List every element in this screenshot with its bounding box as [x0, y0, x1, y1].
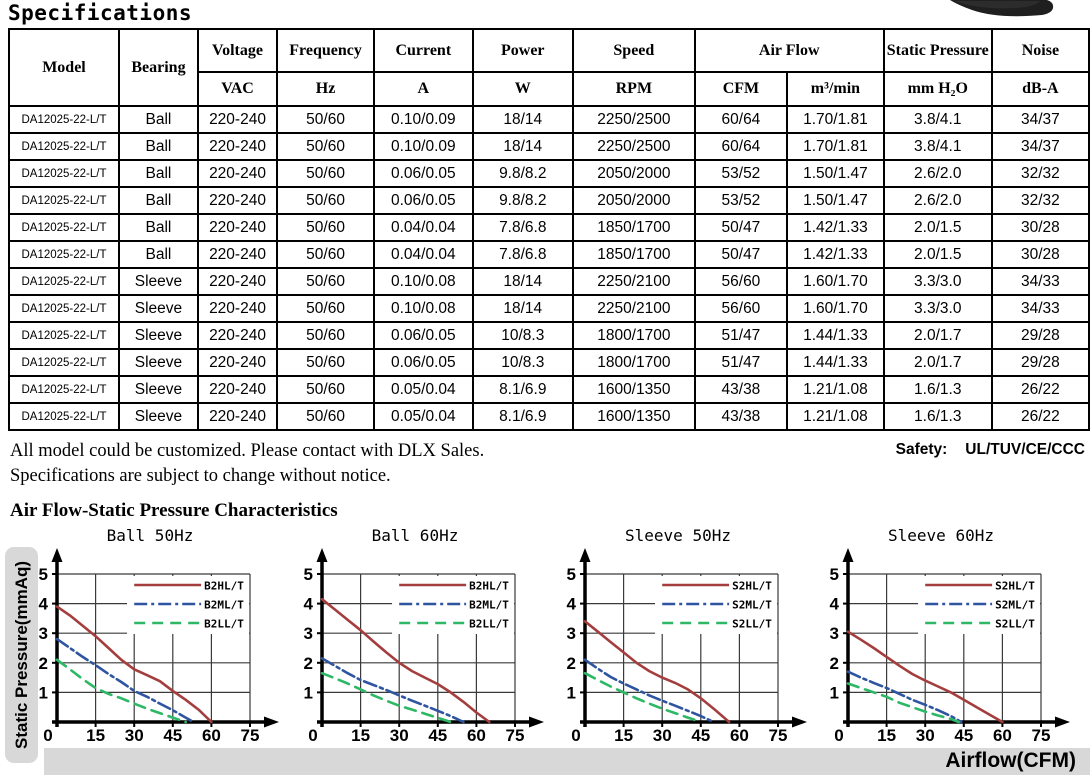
- x-axis-label: Airflow(CFM): [945, 749, 1076, 772]
- spec-cell: 2250/2100: [573, 295, 695, 322]
- spec-cell: 1.50/1.47: [787, 160, 884, 187]
- svg-text:15: 15: [351, 726, 371, 745]
- svg-text:5: 5: [566, 565, 576, 584]
- table-row: [9, 160, 1089, 187]
- svg-text:S2ML/T: S2ML/T: [995, 598, 1035, 612]
- chart-title: Sleeve 60Hz: [888, 526, 994, 545]
- svg-text:2: 2: [829, 653, 839, 673]
- spec-cell: DA12025-22-L/T: [9, 160, 119, 187]
- spec-cell: 0.04/0.04: [374, 241, 472, 268]
- col-header-frequency: Frequency: [277, 29, 374, 72]
- spec-cell: 53/52: [695, 160, 787, 187]
- spec-cell: 220-240: [198, 241, 277, 268]
- svg-text:30: 30: [915, 726, 935, 745]
- spec-cell: DA12025-22-L/T: [9, 241, 119, 268]
- svg-text:45: 45: [954, 726, 974, 745]
- spec-cell: 0.10/0.09: [374, 106, 472, 133]
- spec-cell: 34/37: [992, 106, 1089, 133]
- spec-cell: 10/8.3: [473, 349, 573, 376]
- spec-cell: 2.0/1.5: [884, 241, 992, 268]
- spec-cell: 2.6/2.0: [884, 187, 992, 214]
- spec-cell: 2250/2500: [573, 106, 695, 133]
- spec-cell: Sleeve: [119, 376, 198, 403]
- spec-cell: 50/47: [695, 241, 787, 268]
- svg-text:30: 30: [652, 726, 672, 745]
- spec-cell: 29/28: [992, 349, 1089, 376]
- spec-cell: DA12025-22-L/T: [9, 403, 119, 430]
- spec-cell: 43/38: [695, 376, 787, 403]
- spec-cell: 26/22: [992, 403, 1089, 430]
- spec-cell: 7.8/6.8: [473, 214, 573, 241]
- spec-cell: 50/60: [277, 268, 374, 295]
- table-row: [9, 349, 1089, 376]
- svg-text:4: 4: [303, 594, 313, 614]
- spec-cell: 1850/1700: [573, 214, 695, 241]
- svg-text:B2ML/T: B2ML/T: [204, 598, 244, 612]
- spec-cell: 8.1/6.9: [473, 376, 573, 403]
- table-row: [9, 214, 1089, 241]
- spec-cell: Sleeve: [119, 295, 198, 322]
- spec-cell: Ball: [119, 214, 198, 241]
- spec-cell: 50/60: [277, 376, 374, 403]
- svg-text:4: 4: [829, 594, 839, 614]
- charts-section-heading: Air Flow-Static Pressure Characteristics: [10, 500, 338, 521]
- col-header-voltage: Voltage: [198, 29, 277, 72]
- spec-cell: 32/32: [992, 160, 1089, 187]
- spec-cell: Sleeve: [119, 268, 198, 295]
- chart-canvas: [15, 544, 285, 748]
- spec-cell: 30/28: [992, 214, 1089, 241]
- spec-cell: 26/22: [992, 376, 1089, 403]
- svg-text:5: 5: [38, 565, 48, 584]
- spec-cell: 3.3/3.0: [884, 268, 992, 295]
- svg-text:75: 75: [505, 726, 525, 745]
- table-row: [9, 106, 1089, 133]
- spec-cell: 1.70/1.81: [787, 133, 884, 160]
- spec-cell: 50/60: [277, 106, 374, 133]
- chart-ball-60hz: [265, 526, 545, 748]
- spec-cell: 30/28: [992, 241, 1089, 268]
- footnote-line-2: Specifications are subject to change without notice.: [10, 466, 391, 486]
- chart-title: Ball 60Hz: [371, 526, 459, 545]
- svg-text:3: 3: [829, 624, 839, 644]
- col-header-noise: Noise: [992, 29, 1089, 72]
- spec-cell: Sleeve: [119, 322, 198, 349]
- svg-text:4: 4: [38, 594, 48, 614]
- y-axis-band: [5, 547, 38, 763]
- spec-cell: 2250/2500: [573, 133, 695, 160]
- table-row: [9, 376, 1089, 403]
- header-row-1: [9, 29, 1089, 72]
- spec-cell: 220-240: [198, 322, 277, 349]
- footnotes: [10, 439, 484, 489]
- spec-cell: DA12025-22-L/T: [9, 214, 119, 241]
- chart-canvas: [806, 544, 1076, 748]
- spec-cell: 0.10/0.08: [374, 295, 472, 322]
- spec-cell: 1600/1350: [573, 376, 695, 403]
- col-header-power: Power: [473, 29, 573, 72]
- spec-cell: 56/60: [695, 295, 787, 322]
- svg-text:1: 1: [829, 683, 839, 703]
- svg-text:60: 60: [729, 726, 749, 745]
- svg-text:S2LL/T: S2LL/T: [732, 617, 772, 631]
- spec-cell: 3.8/4.1: [884, 106, 992, 133]
- svg-text:2: 2: [38, 653, 48, 673]
- spec-cell: 1.44/1.33: [787, 322, 884, 349]
- spec-cell: DA12025-22-L/T: [9, 322, 119, 349]
- svg-text:1: 1: [566, 683, 576, 703]
- spec-cell: 43/38: [695, 403, 787, 430]
- spec-cell: 1.50/1.47: [787, 187, 884, 214]
- spec-cell: 2.0/1.5: [884, 214, 992, 241]
- spec-cell: 50/47: [695, 214, 787, 241]
- unit-m3min: m³/min: [787, 72, 884, 106]
- spec-cell: DA12025-22-L/T: [9, 349, 119, 376]
- spec-cell: 3.8/4.1: [884, 133, 992, 160]
- unit-hz: Hz: [277, 72, 374, 106]
- svg-text:2: 2: [303, 653, 313, 673]
- svg-text:2: 2: [566, 653, 576, 673]
- spec-cell: DA12025-22-L/T: [9, 187, 119, 214]
- spec-cell: 3.3/3.0: [884, 295, 992, 322]
- svg-text:S2ML/T: S2ML/T: [732, 598, 772, 612]
- spec-cell: 1.60/1.70: [787, 295, 884, 322]
- svg-text:75: 75: [240, 726, 260, 745]
- svg-text:B2HL/T: B2HL/T: [469, 579, 509, 593]
- spec-table-body: [9, 106, 1089, 430]
- svg-text:5: 5: [829, 565, 839, 584]
- chart-ball-50hz: [0, 526, 280, 748]
- svg-text:3: 3: [303, 624, 313, 644]
- footnote-line-1: All model could be customized. Please contact with DLX Sales.: [10, 441, 485, 461]
- spec-cell: 60/64: [695, 106, 787, 133]
- spec-cell: 9.8/8.2: [473, 187, 573, 214]
- spec-cell: 220-240: [198, 187, 277, 214]
- table-row: [9, 403, 1089, 430]
- spec-cell: 220-240: [198, 349, 277, 376]
- spec-cell: 1800/1700: [573, 349, 695, 376]
- spec-cell: 34/33: [992, 295, 1089, 322]
- svg-text:60: 60: [201, 726, 221, 745]
- spec-cell: 1.42/1.33: [787, 241, 884, 268]
- spec-cell: 1.44/1.33: [787, 349, 884, 376]
- spec-cell: 34/33: [992, 268, 1089, 295]
- spec-cell: Ball: [119, 187, 198, 214]
- spec-cell: 220-240: [198, 295, 277, 322]
- spec-cell: DA12025-22-L/T: [9, 133, 119, 160]
- svg-text:0: 0: [308, 726, 318, 745]
- svg-text:S2HL/T: S2HL/T: [732, 579, 772, 593]
- spec-cell: 34/37: [992, 133, 1089, 160]
- spec-cell: 53/52: [695, 187, 787, 214]
- spec-cell: 50/60: [277, 322, 374, 349]
- spec-cell: 1800/1700: [573, 322, 695, 349]
- spec-cell: 18/14: [473, 268, 573, 295]
- spec-cell: 220-240: [198, 160, 277, 187]
- col-header-current: Current: [374, 29, 472, 72]
- x-axis-band: [44, 748, 1090, 775]
- table-row: [9, 241, 1089, 268]
- svg-text:0: 0: [43, 726, 53, 745]
- svg-text:1: 1: [303, 683, 313, 703]
- col-header-airflow: Air Flow: [695, 29, 884, 72]
- unit-dba: dB-A: [992, 72, 1089, 106]
- svg-text:60: 60: [466, 726, 486, 745]
- chart-sleeve-60hz: [791, 526, 1071, 748]
- table-row: [9, 187, 1089, 214]
- spec-cell: 1.21/1.08: [787, 376, 884, 403]
- spec-cell: 220-240: [198, 214, 277, 241]
- spec-cell: 2050/2000: [573, 160, 695, 187]
- spec-cell: 50/60: [277, 241, 374, 268]
- spec-cell: DA12025-22-L/T: [9, 106, 119, 133]
- spec-cell: 220-240: [198, 376, 277, 403]
- chart-canvas: [280, 544, 550, 748]
- svg-text:S2HL/T: S2HL/T: [995, 579, 1035, 593]
- svg-text:S2LL/T: S2LL/T: [995, 617, 1035, 631]
- spec-cell: 0.10/0.09: [374, 133, 472, 160]
- svg-text:15: 15: [86, 726, 106, 745]
- table-row: [9, 133, 1089, 160]
- spec-cell: 0.06/0.05: [374, 349, 472, 376]
- spec-cell: DA12025-22-L/T: [9, 295, 119, 322]
- spec-cell: 51/47: [695, 349, 787, 376]
- spec-cell: Ball: [119, 106, 198, 133]
- svg-text:45: 45: [428, 726, 448, 745]
- chart-sleeve-50hz: [528, 526, 808, 748]
- spec-cell: 2.0/1.7: [884, 322, 992, 349]
- svg-text:B2ML/T: B2ML/T: [469, 598, 509, 612]
- spec-cell: 18/14: [473, 106, 573, 133]
- spec-cell: 50/60: [277, 187, 374, 214]
- unit-a: A: [374, 72, 472, 106]
- chart-title: Ball 50Hz: [106, 526, 194, 545]
- svg-text:B2HL/T: B2HL/T: [204, 579, 244, 593]
- table-row: [9, 295, 1089, 322]
- spec-cell: 50/60: [277, 160, 374, 187]
- svg-text:30: 30: [124, 726, 144, 745]
- svg-text:30: 30: [389, 726, 409, 745]
- svg-text:0: 0: [571, 726, 581, 745]
- spec-cell: 10/8.3: [473, 322, 573, 349]
- svg-text:60: 60: [992, 726, 1012, 745]
- col-header-speed: Speed: [573, 29, 695, 72]
- svg-text:75: 75: [1031, 726, 1051, 745]
- unit-vac: VAC: [198, 72, 277, 106]
- spec-cell: 7.8/6.8: [473, 241, 573, 268]
- spec-cell: 1600/1350: [573, 403, 695, 430]
- safety-certifications: [896, 441, 1085, 459]
- spec-cell: 1850/1700: [573, 241, 695, 268]
- table-row: [9, 268, 1089, 295]
- col-header-static-pressure: Static Pressure: [884, 29, 992, 72]
- spec-cell: 220-240: [198, 106, 277, 133]
- spec-cell: 2050/2000: [573, 187, 695, 214]
- spec-cell: 1.21/1.08: [787, 403, 884, 430]
- spec-cell: 220-240: [198, 133, 277, 160]
- y-axis-label: Static Pressure(mmAq): [12, 561, 31, 750]
- spec-cell: 50/60: [277, 349, 374, 376]
- svg-text:15: 15: [877, 726, 897, 745]
- spec-cell: 0.10/0.08: [374, 268, 472, 295]
- spec-cell: 1.6/1.3: [884, 403, 992, 430]
- table-row: [9, 322, 1089, 349]
- safety-value: UL/TUV/CE/CCC: [965, 441, 1085, 458]
- spec-cell: 2250/2100: [573, 268, 695, 295]
- svg-text:3: 3: [566, 624, 576, 644]
- spec-cell: 0.06/0.05: [374, 322, 472, 349]
- specifications-table: [8, 28, 1090, 431]
- unit-mmh2o: mm H₂O: [884, 72, 992, 106]
- spec-cell: 56/60: [695, 268, 787, 295]
- spec-cell: 1.6/1.3: [884, 376, 992, 403]
- svg-text:3: 3: [38, 624, 48, 644]
- spec-cell: 9.8/8.2: [473, 160, 573, 187]
- spec-cell: DA12025-22-L/T: [9, 376, 119, 403]
- svg-text:45: 45: [163, 726, 183, 745]
- spec-cell: 50/60: [277, 295, 374, 322]
- spec-cell: 220-240: [198, 268, 277, 295]
- spec-cell: 0.04/0.04: [374, 214, 472, 241]
- fan-photo-fragment: [920, 0, 1090, 24]
- spec-cell: Ball: [119, 160, 198, 187]
- spec-cell: DA12025-22-L/T: [9, 268, 119, 295]
- unit-cfm: CFM: [695, 72, 787, 106]
- spec-cell: 220-240: [198, 403, 277, 430]
- spec-cell: 50/60: [277, 214, 374, 241]
- spec-cell: 0.05/0.04: [374, 376, 472, 403]
- spec-cell: 0.06/0.05: [374, 187, 472, 214]
- spec-cell: 18/14: [473, 295, 573, 322]
- svg-text:4: 4: [566, 594, 576, 614]
- spec-cell: 29/28: [992, 322, 1089, 349]
- spec-cell: Ball: [119, 133, 198, 160]
- spec-cell: Sleeve: [119, 403, 198, 430]
- col-header-bearing: Bearing: [119, 29, 198, 106]
- chart-canvas: [543, 544, 813, 748]
- svg-text:5: 5: [303, 565, 313, 584]
- spec-cell: 1.60/1.70: [787, 268, 884, 295]
- page-title: Specifications: [8, 1, 193, 25]
- spec-cell: 32/32: [992, 187, 1089, 214]
- spec-cell: 8.1/6.9: [473, 403, 573, 430]
- spec-cell: 51/47: [695, 322, 787, 349]
- chart-title: Sleeve 50Hz: [625, 526, 731, 545]
- col-header-model: Model: [9, 29, 119, 106]
- svg-text:B2LL/T: B2LL/T: [469, 617, 509, 631]
- spec-cell: Sleeve: [119, 349, 198, 376]
- spec-cell: Ball: [119, 241, 198, 268]
- spec-cell: 1.70/1.81: [787, 106, 884, 133]
- spec-cell: 2.0/1.7: [884, 349, 992, 376]
- spec-cell: 1.42/1.33: [787, 214, 884, 241]
- spec-cell: 0.06/0.05: [374, 160, 472, 187]
- svg-text:45: 45: [691, 726, 711, 745]
- svg-text:B2LL/T: B2LL/T: [204, 617, 244, 631]
- spec-cell: 50/60: [277, 133, 374, 160]
- svg-text:15: 15: [614, 726, 634, 745]
- svg-text:75: 75: [768, 726, 788, 745]
- spec-cell: 60/64: [695, 133, 787, 160]
- unit-rpm: RPM: [573, 72, 695, 106]
- spec-cell: 0.05/0.04: [374, 403, 472, 430]
- spec-cell: 2.6/2.0: [884, 160, 992, 187]
- spec-cell: 18/14: [473, 133, 573, 160]
- safety-label: Safety:: [895, 441, 948, 458]
- svg-text:1: 1: [38, 683, 48, 703]
- svg-text:0: 0: [834, 726, 844, 745]
- unit-w: W: [473, 72, 573, 106]
- spec-cell: 50/60: [277, 403, 374, 430]
